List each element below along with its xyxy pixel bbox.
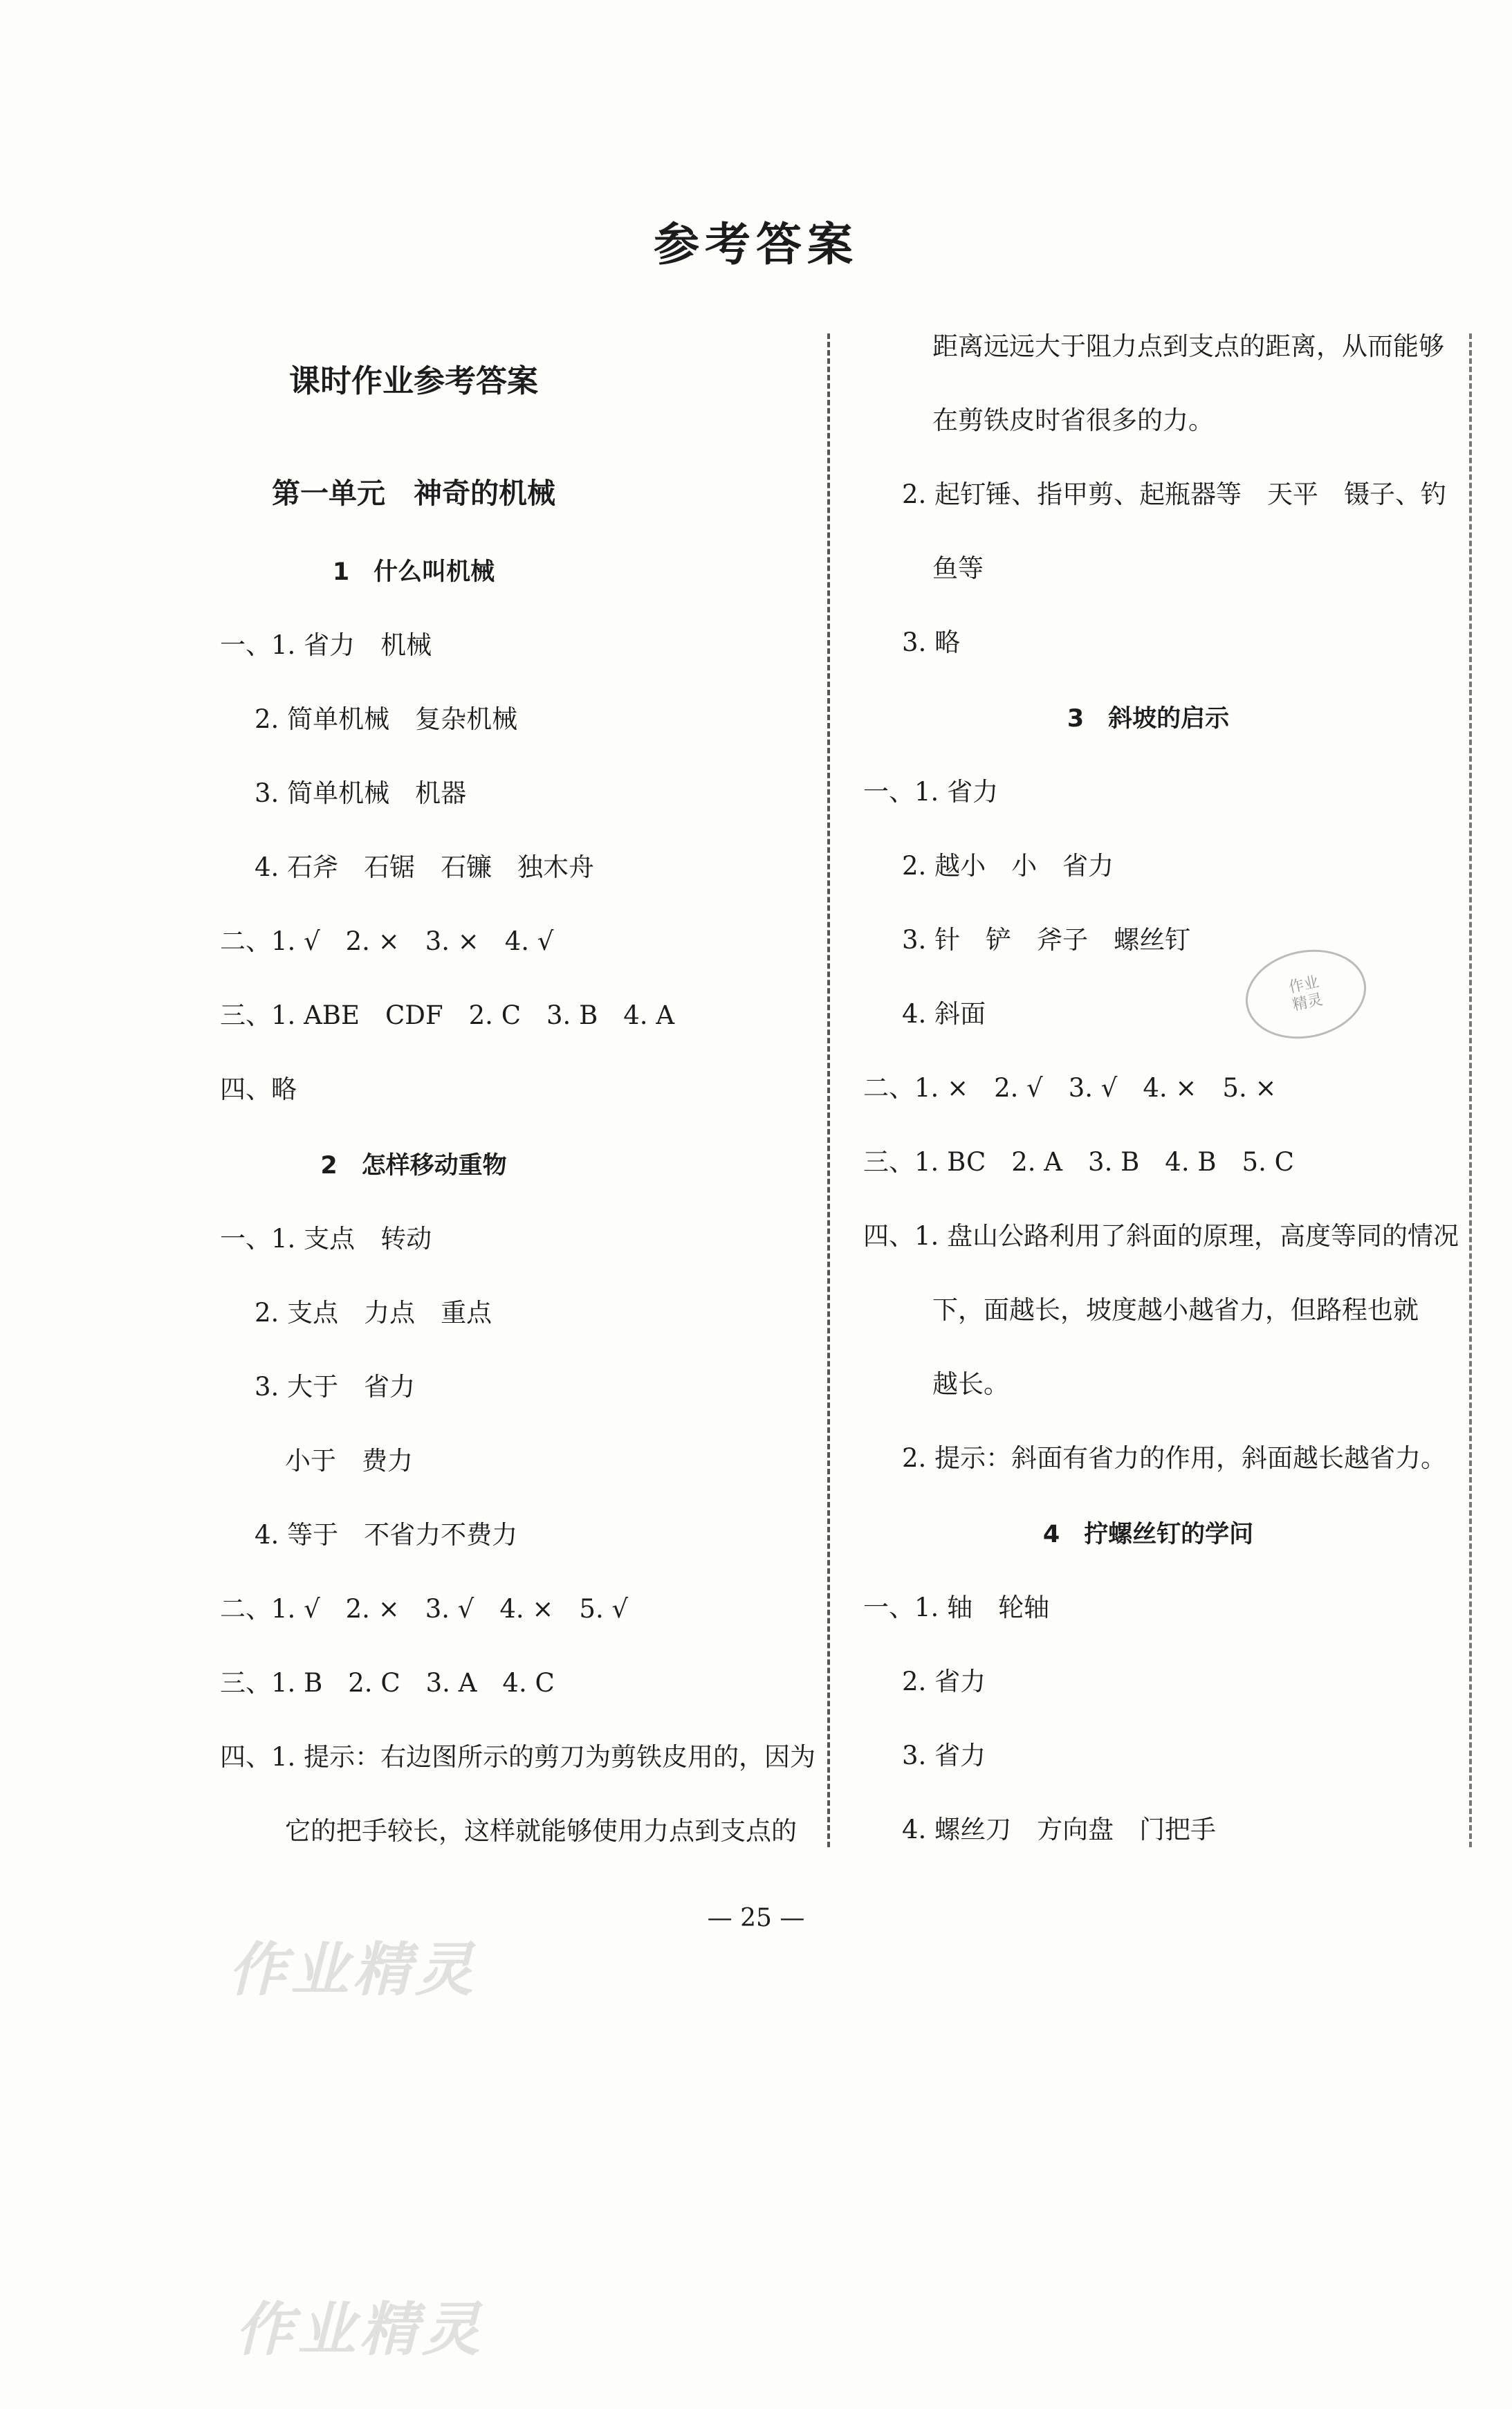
lesson-1-title: 1 什么叫机械 bbox=[332, 558, 495, 586]
answer-line: 2. 简单机械 复杂机械 bbox=[255, 704, 518, 734]
answer-line: 三、1. ABE CDF 2. C 3. B 4. A bbox=[220, 1000, 675, 1030]
answer-line: 一、1. 省力 bbox=[863, 777, 999, 807]
section-title: 课时作业参考答案 bbox=[288, 363, 538, 399]
answer-line: 二、1. √ 2. × 3. × 4. √ bbox=[220, 926, 554, 956]
answer-line: 3. 针 铲 斧子 螺丝钉 bbox=[902, 925, 1191, 955]
answer-line: 三、1. BC 2. A 3. B 4. B 5. C bbox=[863, 1147, 1294, 1177]
answer-line: 三、1. B 2. C 3. A 4. C bbox=[220, 1668, 555, 1698]
stamp-mark bbox=[1237, 939, 1374, 1050]
answer-line: 它的把手较长，这样就能够使用力点到支点的 bbox=[285, 1816, 797, 1846]
answer-line: 2. 越小 小 省力 bbox=[902, 851, 1114, 881]
answer-line: 鱼等 bbox=[932, 553, 984, 583]
watermark: 作业精灵 bbox=[228, 1936, 478, 2004]
answer-line: 4. 石斧 石锯 石镰 独木舟 bbox=[255, 852, 595, 882]
answer-line: 3. 略 bbox=[902, 628, 961, 657]
right-margin-rule bbox=[1469, 333, 1472, 1847]
answer-line: 一、1. 轴 轮轴 bbox=[863, 1593, 1050, 1622]
answer-line: 越长。 bbox=[932, 1369, 1009, 1399]
answer-line: 2. 省力 bbox=[902, 1667, 986, 1696]
answer-line: 四、1. 盘山公路利用了斜面的原理，高度等同的情况 bbox=[863, 1221, 1459, 1251]
answer-line: 2. 支点 力点 重点 bbox=[255, 1298, 492, 1328]
answer-line: 二、1. × 2. √ 3. √ 4. × 5. × bbox=[863, 1073, 1277, 1103]
answer-line: 4. 等于 不省力不费力 bbox=[255, 1520, 518, 1550]
unit-title: 第一单元 神奇的机械 bbox=[272, 477, 555, 510]
answer-line: 小于 费力 bbox=[285, 1446, 413, 1476]
lesson-3-title: 3 斜坡的启示 bbox=[1067, 705, 1230, 733]
answer-line: 4. 斜面 bbox=[902, 999, 986, 1029]
answer-line: 2. 提示：斜面有省力的作用，斜面越长越省力。 bbox=[902, 1443, 1447, 1473]
lesson-4-title: 4 拧螺丝钉的学问 bbox=[1042, 1521, 1254, 1548]
answer-line: 四、略 bbox=[220, 1074, 297, 1104]
answer-line: 四、1. 提示：右边图所示的剪刀为剪铁皮用的，因为 bbox=[220, 1742, 816, 1772]
answer-line: 4. 螺丝刀 方向盘 门把手 bbox=[902, 1815, 1217, 1844]
answer-line: 3. 大于 省力 bbox=[255, 1372, 416, 1402]
page-title: 参考答案 bbox=[654, 218, 858, 271]
answer-line: 3. 简单机械 机器 bbox=[255, 778, 467, 808]
answer-line: 2. 起钉锤、指甲剪、起瓶器等 天平 镊子、钓 bbox=[902, 479, 1447, 509]
watermark: 作业精灵 bbox=[235, 2296, 485, 2363]
answer-line: 二、1. √ 2. × 3. √ 4. × 5. √ bbox=[220, 1594, 629, 1624]
column-divider bbox=[827, 333, 830, 1847]
answer-line: 一、1. 省力 机械 bbox=[220, 630, 432, 660]
answer-line: 一、1. 支点 转动 bbox=[220, 1224, 432, 1254]
answer-line: 下，面越长，坡度越小越省力，但路程也就 bbox=[932, 1295, 1419, 1325]
stamp-text-bottom: 精灵 bbox=[1291, 991, 1325, 1015]
stamp-text-top: 作业 bbox=[1287, 973, 1321, 997]
answer-line: 3. 省力 bbox=[902, 1741, 986, 1770]
lesson-2-title: 2 怎样移动重物 bbox=[320, 1152, 507, 1180]
answer-line: 距离远远大于阻力点到支点的距离，从而能够 bbox=[932, 331, 1444, 361]
page-number: — 25 — bbox=[707, 1904, 805, 1932]
answer-line: 在剪铁皮时省很多的力。 bbox=[932, 405, 1214, 435]
